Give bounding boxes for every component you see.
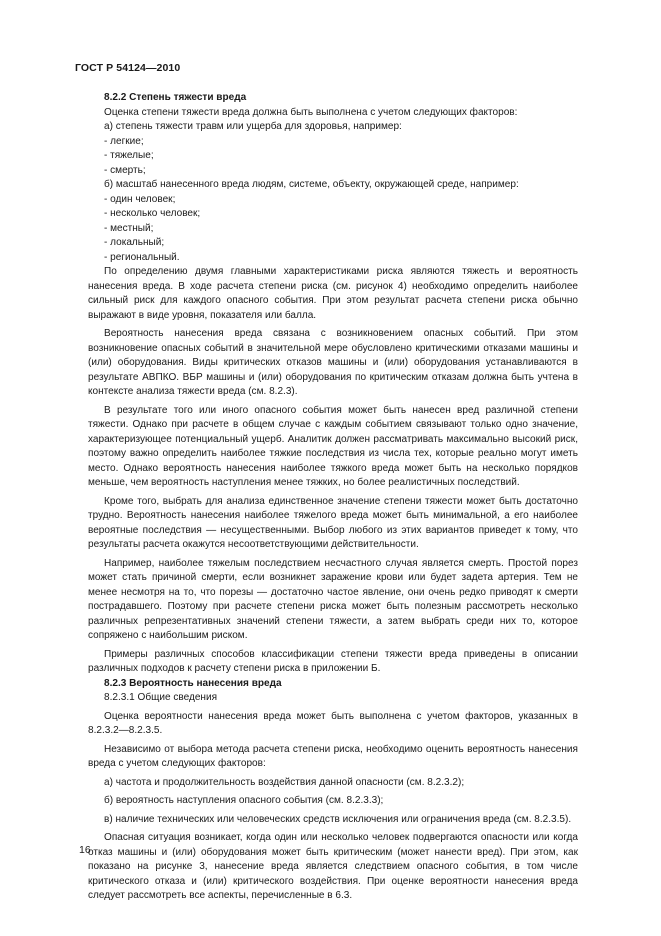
list-item: б) масштаб нанесенного вреда людям, системе, объекту, окружающей среде, например: [104, 179, 519, 190]
list-item: - региональный. [104, 251, 180, 263]
list-item: - один человек; [104, 193, 176, 205]
paragraph: Вероятность нанесения вреда связана с возникновением опасных событий. При этом возникновение опасных событий в значительной мере обусловлено критическими отказами машины и (или) оборудования. Виды критических отказов машины и (или) оборудования устанавливаются в результате АВПКО. ВБР машины и (или) оборудования по критическим отказам должна быть учтена в контексте анализа тяжести вреда (см. 8.2.3). [88, 328, 578, 397]
list-item: б) вероятность наступления опасного события (см. 8.2.3.3); [104, 795, 384, 806]
paragraph: Примеры различных способов классификации степени тяжести вреда приведены в описании различных подходов к расчету степени риска в приложении Б. [88, 648, 578, 674]
paragraph: В результате того или иного опасного события может быть нанесен вред различной степени тяжести. Однако при расчете в общем случае с каждым событием связывают только одно значение, характеризующее потенциальный ущерб. Аналитик должен рассматривать максимально высокий риск, поэтому важно определить наиболее тяжкие последствия из числа тех, которые реально могут иметь место. Однако вероятность нанесения наиболее тяжкого вреда может быть на несколько порядков меньше, чем вероятность наступления менее тяжких, но более реалистичных последствий. [88, 404, 578, 488]
document-body [88, 91, 578, 904]
section-heading-8-2-2: 8.2.2 Степень тяжести вреда [104, 92, 247, 103]
list-item: - смерть; [104, 164, 146, 176]
page-number: 16 [79, 844, 91, 856]
paragraph: Например, наиболее тяжелым последствием несчастного случая является смерть. Простой порез может стать причиной смерти, если возникнет заражение крови или будет задета артерия. Тем не менее несмотря на то, что порезы — достаточно частое явление, они очень редко приводят к смерти пострадавшего. Поэтому при расчете степени риска может быть полезным рассмотреть несколько различных репрезентативных значений степени тяжести, а затем выбрать среди них то, которое сопряжено с наибольшим риском. [88, 557, 578, 641]
section-heading-8-2-3: 8.2.3 Вероятность нанесения вреда [104, 677, 282, 689]
list-item: - локальный; [104, 237, 165, 248]
list-item: - местный; [104, 222, 154, 234]
list-item: - несколько человек; [104, 208, 201, 219]
document-title: ГОСТ Р 54124—2010 [75, 62, 181, 74]
paragraph: Оценка степени тяжести вреда должна быть выполнена с учетом следующих факторов: [104, 106, 518, 118]
paragraph: Опасная ситуация возникает, когда один или несколько человек подвергаются опасности или когда отказ машины и (или) оборудования может быть критическим (может нанести вред). При этом, как показано на рисунке 3, нанесение вреда является следствием опасного события, в том числе критического отказа и (или) критического воздействия. При оценке вероятности нанесения вреда следует рассмотреть все аспекты, перечисленные в 6.3. [88, 832, 578, 901]
paragraph: Оценка вероятности нанесения вреда может быть выполнена с учетом факторов, указанных в 8.2.3.2—8.2.3.5. [88, 710, 578, 736]
list-item: а) частота и продолжительность воздействия данной опасности (см. 8.2.3.2); [104, 776, 465, 788]
list-item: а) степень тяжести травм или ущерба для здоровья, например: [104, 121, 402, 132]
paragraph: Независимо от выбора метода расчета степени риска, необходимо оценить вероятность нанесения вреда с учетом следующих факторов: [88, 743, 578, 769]
list-item: - легкие; [104, 135, 144, 147]
list-item: - тяжелые; [104, 150, 154, 161]
paragraph: По определению двумя главными характеристиками риска являются тяжесть и вероятность нанесения вреда. В ходе расчета степени риска (см. рисунок 4) необходимо определить наиболее сильный риск для каждого опасного события. При этом результат расчета степени риска обычно выражают в виде уровня, показателя или балла. [88, 266, 578, 321]
subsection-heading-8-2-3-1: 8.2.3.1 Общие сведения [104, 692, 218, 703]
paragraph: Кроме того, выбрать для анализа единственное значение степени тяжести может быть достаточно трудно. Вероятность нанесения наиболее тяжелого вреда может быть минимальной, а его наиболее вероятные последствия — несущественными. Выбор любого из этих вариантов приведет к тому, что результаты расчета окажутся несоответствующими действительности. [88, 495, 578, 550]
list-item: в) наличие технических или человеческих средств исключения или ограничения вреда (см. 8.2.3.5). [104, 813, 572, 825]
